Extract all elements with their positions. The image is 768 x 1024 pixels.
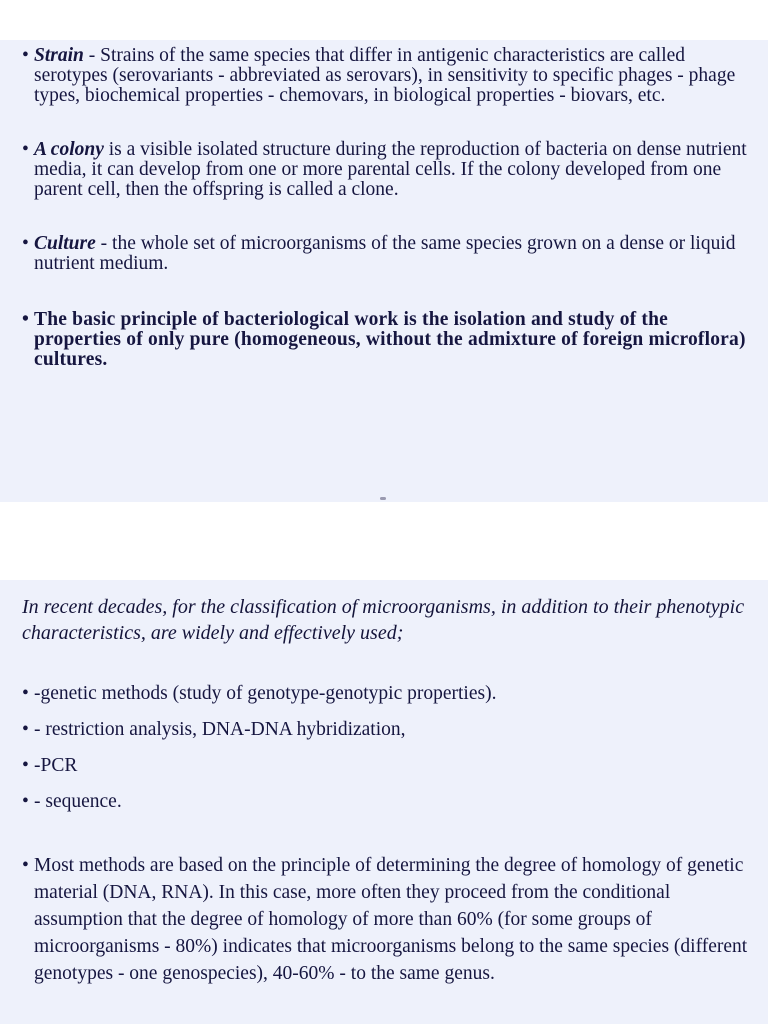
method-item: • -PCR (22, 754, 754, 778)
definition-culture: - the whole set of microorganisms of the same species grown on a dense or liquid nutrient medium. (34, 233, 736, 274)
definition-colony: is a visible isolated structure during the reproduction of bacteria on dense nutrient media, it can develop from one or more parental cells. If the colony developed from one parent cell, then the offspring is called a clone. (34, 139, 747, 200)
methods-list (22, 682, 754, 814)
basic-principle-text: The basic principle of bacteriological work is the isolation and study of the properties of only pure (homogeneous, without the admixture of foreign microflora) cultures. (34, 309, 746, 370)
slide-genetic-methods (0, 580, 768, 1024)
intro-text: In recent decades, for the classification of microorganisms, in addition to their phenotypic characteristics, are widely and effectively used; (22, 596, 745, 644)
method-item: • -genetic methods (study of genotype-genotypic properties). (22, 682, 754, 706)
bullet-colony (22, 140, 758, 200)
slide-mark (380, 497, 386, 500)
bullet-culture (22, 234, 758, 274)
method-item: • - sequence. (22, 790, 754, 814)
slide-definitions (0, 40, 768, 502)
bullet-basic-principle (22, 310, 758, 370)
term-colony: A colony (34, 139, 104, 160)
homology-paragraph: • Most methods are based on the principle of determining the degree of homology of genetic material (DNA, RNA). In this case, more often they proceed from the conditional assumption that the degree of homology of more than 60% (for some groups of microorganisms - 80%) indicates that microorganisms belong to the same species (different genotypes - one genospecies), 40-60% - to the same genus. (22, 852, 754, 987)
term-strain: Strain (34, 45, 84, 66)
bullet-strain (22, 46, 758, 106)
method-item: • - restriction analysis, DNA-DNA hybridization, (22, 718, 754, 742)
definition-strain: - Strains of the same species that differ in antigenic characteristics are called serotypes (serovariants - abbreviated as serovars), in sensitivity to specific phages - phage types, biochemical properties - chemovars, in biological properties - biovars, etc. (34, 45, 736, 106)
term-culture: Culture (34, 233, 96, 254)
